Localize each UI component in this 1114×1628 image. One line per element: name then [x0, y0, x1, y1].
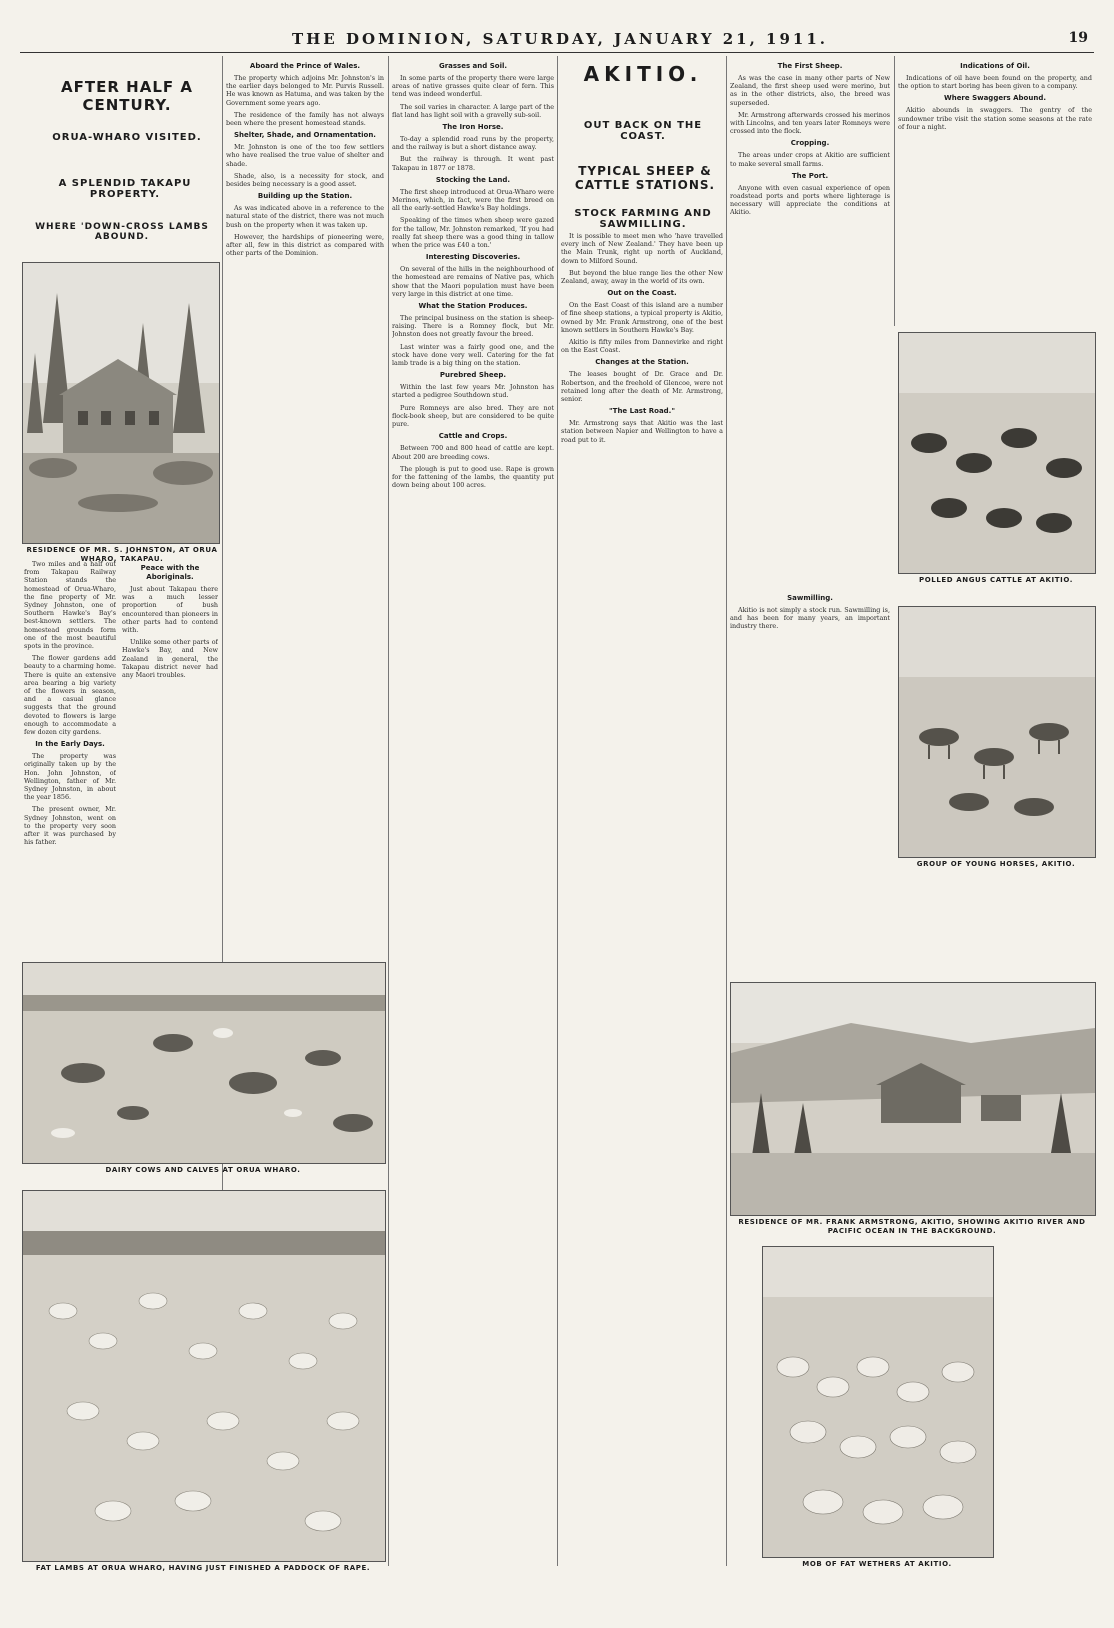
- section-heading: Aboard the Prince of Wales.: [249, 62, 361, 70]
- section-heading: Building up the Station.: [257, 192, 353, 201]
- paragraph: Unlike some other parts of Hawke's Bay, and New Zealand in general, the Takapau district never had any Maori troubles.: [122, 638, 218, 680]
- paragraph: The plough is put to good use. Rape is grown for the fattening of the lambs, the quantity put down being about 100 acres.: [392, 464, 554, 490]
- section-heading: What the Station Produces.: [418, 302, 528, 311]
- masthead: [0, 30, 1114, 50]
- paragraph: Shade, also, is a necessity for stock, and besides being necessary is a good asset.: [226, 171, 384, 189]
- paragraph: Mr. Armstrong afterwards crossed his merinos with Lincolns, and ten years later Romneys were crossed into the flock.: [730, 110, 890, 136]
- paragraph: On several of the hills in the neighbourhood of the homestead are remains of Native pas, which show that the Maori population must have been very large in this district at one time.: [392, 265, 554, 298]
- paragraph: Pure Romneys are also bred. They are not flock-book sheep, but are considered to be quite pure.: [392, 403, 554, 429]
- section-heading: Indications of Oil.: [960, 62, 1030, 70]
- paragraph: Between 700 and 800 head of cattle are kept. About 200 are breeding cows.: [392, 444, 554, 461]
- paragraph: The areas under crops at Akitio are sufficient to make several small farms.: [730, 151, 890, 168]
- paragraph: Anyone with even casual experience of open roadstead ports and ports where lighterage is necessary will appreciate the conditions at Akitio.: [730, 183, 890, 217]
- section-heading: Purebred Sheep.: [439, 371, 507, 380]
- paragraph: But beyond the blue range lies the other New Zealand, away, away in the world of its own.: [561, 268, 723, 286]
- wethers-caption: MOB OF FAT WETHERS AT AKITIO.: [802, 1560, 952, 1568]
- paragraph: The present owner, Mr. Sydney Johnston, went on to the property very soon after it was purchased by his father.: [24, 805, 116, 847]
- right-column-text-2: [730, 58, 890, 328]
- paragraph: Akitio abounds in swaggers. The gentry of the sundowner tribe visit the station some seasons at the rate of four a night.: [898, 106, 1092, 131]
- section-heading: Sawmilling.: [787, 594, 833, 602]
- right-subhead-2: TYPICAL SHEEP & CATTLE STATIONS.: [574, 164, 716, 192]
- right-subhead-3: STOCK FARMING AND SAWMILLING.: [574, 208, 712, 230]
- residence-caption: RESIDENCE OF MR. S. JOHNSTON, AT ORUA WHARO, TAKAPAU.: [26, 546, 218, 563]
- column-rule: [894, 56, 895, 326]
- section-heading: Interesting Discoveries.: [425, 253, 521, 262]
- paragraph: The flower gardens add beauty to a charming home. There is quite an extensive area bearing a big variety of the flowers in season, and a casual glance suggests that the ground devoted to flowers is large enough to accommodate a few dozen city gardens.: [24, 654, 116, 737]
- left-headline: AFTER HALF A CENTURY.: [61, 78, 193, 114]
- page-number: 19: [1068, 30, 1088, 46]
- cattle-caption: POLLED ANGUS CATTLE AT AKITIO.: [919, 576, 1073, 584]
- paragraph: As was indicated above in a reference to the natural state of the district, there was not much bush on the property when it was taken up.: [226, 204, 384, 229]
- dairy-photo: [22, 962, 386, 1164]
- paragraph: But the railway is through. It went past Takapau in 1877 or 1878.: [392, 155, 554, 172]
- paragraph: Within the last few years Mr. Johnston has started a pedigree Southdown stud.: [392, 383, 554, 400]
- paragraph: The leases bought of Dr. Grace and Dr. Robertson, and the freehold of Glencoe, were not retained long after the death of Mr. Armstrong, senior.: [561, 370, 723, 404]
- paragraph: The first sheep introduced at Orua-Wharo were Merinos, which, in fact, were the first breed on all the early-settled Hawke's Bay holdings.: [392, 187, 554, 213]
- masthead-title: THE DOMINION, SATURDAY, JANUARY 21, 1911.: [291, 30, 829, 48]
- section-heading: Out on the Coast.: [607, 289, 677, 298]
- paragraph: The property which adjoins Mr. Johnston's in the earlier days belonged to Mr. Purvis Russell. He was known as Hatuma, and was taken by the Government some years ago.: [226, 74, 384, 107]
- section-heading: Cropping.: [790, 139, 830, 148]
- section-heading: Changes at the Station.: [595, 358, 689, 367]
- paragraph: The property was originally taken up by the Hon. John Johnston, of Wellington, father of Mr. Sydney Johnston, in about the year 1856.: [24, 752, 116, 802]
- section-heading: The Port.: [791, 171, 829, 180]
- wethers-photo: [762, 1246, 994, 1558]
- section-heading: The Iron Horse.: [442, 123, 504, 132]
- paragraph: Indications of oil have been found on the property, and the option to start boring has been given to a company.: [898, 74, 1092, 91]
- paragraph: On the East Coast of this island are a number of fine sheep stations, a typical property is Akitio, owned by Mr. Frank Armstrong, one of the best known settlers in Southern Hawke's Bay.: [561, 301, 723, 334]
- paragraph: In some parts of the property there were large areas of native grasses quite clear of fern. This tend was indeed wonderful.: [392, 74, 554, 99]
- left-subhead-2: A SPLENDID TAKAPU PROPERTY.: [58, 178, 192, 200]
- section-heading: "The Last Road.": [609, 407, 675, 416]
- column-rule: [557, 56, 558, 1566]
- left-subhead-1: ORUA-WHARO VISITED.: [52, 132, 202, 143]
- right-column-text-1: [561, 232, 723, 1562]
- column-rule: [726, 56, 727, 1566]
- section-heading: Cattle and Crops.: [438, 432, 508, 441]
- paragraph: The residence of the family has not always been where the present homestead stands.: [226, 110, 384, 128]
- paragraph: Two miles and a half out from Takapau Railway Station stands the homestead of Orua-Wharo, the fine property of Mr. Sydney Johnston, one of Southern Hawke's Bay's best-known settlers. The homestead grounds form one of the most beautiful spots in the province.: [24, 560, 116, 651]
- paragraph: As was the case in many other parts of New Zealand, the first sheep used were merino, but as in the other districts, also, the breed was superseded.: [730, 74, 890, 107]
- paragraph: The principal business on the station is sheep-raising. There is a Romney flock, but Mr. Johnston does not greatly favour the breed.: [392, 314, 554, 339]
- residence-photo: [22, 262, 220, 544]
- section-heading: Shelter, Shade, and Ornamentation.: [234, 131, 376, 140]
- paragraph: The soil varies in character. A large part of the flat land has light soil with a gravelly sub-soil.: [392, 102, 554, 119]
- left-column-text-1: [24, 560, 116, 940]
- paragraph: It is possible to meet men who 'have travelled every inch of New Zealand.' They have been up the Main Trunk, right up north of Auckland, down to Milford Sound.: [561, 232, 723, 265]
- section-heading: Stocking the Land.: [435, 175, 511, 184]
- section-heading: Where Swaggers Abound.: [943, 94, 1047, 103]
- paragraph: Just about Takapau there was a much lesser proportion of bush encountered than pioneers in other parts had to contend with.: [122, 585, 218, 635]
- cattle-photo: [898, 332, 1096, 574]
- right-column-text-4: [730, 590, 890, 970]
- column-rule: [388, 56, 389, 1566]
- section-heading: Peace with the Aboriginals.: [140, 564, 200, 581]
- left-column-text-2: [122, 560, 218, 940]
- horses-caption: GROUP OF YOUNG HORSES, AKITIO.: [916, 860, 1076, 868]
- horses-photo: [898, 606, 1096, 858]
- left-subhead-3: WHERE 'DOWN-CROSS LAMBS ABOUND.: [35, 222, 209, 242]
- right-column-text-3: [898, 58, 1092, 328]
- armstrong-residence-photo: [730, 982, 1096, 1216]
- paragraph: Mr. Armstrong says that Akitio was the last station between Napier and Wellington to have a road put to it.: [561, 419, 723, 444]
- left-column-text-3: [226, 58, 384, 938]
- right-subhead-1: OUT BACK ON THE COAST.: [583, 120, 703, 142]
- dairy-caption: DAIRY COWS AND CALVES AT ORUA WHARO.: [105, 1166, 301, 1174]
- left-column-text-4: [392, 58, 554, 1558]
- paragraph: Akitio is fifty miles from Dannevirke and right on the East Coast.: [561, 338, 723, 355]
- lambs-photo: [22, 1190, 386, 1562]
- right-headline: AKITIO.: [583, 62, 703, 86]
- section-heading: The First Sheep.: [777, 62, 843, 70]
- paragraph: Mr. Johnston is one of the too few settlers who have realised the true value of shelter and shade.: [226, 143, 384, 168]
- paragraph: Speaking of the times when sheep were gazed for the tallow, Mr. Johnston remarked, 'If you had really fat sheep there was a good thing in tallow when the price was £40 a ton.': [392, 216, 554, 250]
- lambs-caption: FAT LAMBS AT ORUA WHARO, HAVING JUST FINISHED A PADDOCK OF RAPE.: [35, 1564, 371, 1572]
- section-heading: Grasses and Soil.: [438, 62, 508, 70]
- paragraph: To-day a splendid road runs by the property, and the railway is but a short distance away.: [392, 135, 554, 152]
- armstrong-residence-caption: RESIDENCE OF MR. FRANK ARMSTRONG, AKITIO, SHOWING AKITIO RIVER AND PACIFIC OCEAN IN THE BACKGROUND.: [738, 1218, 1086, 1235]
- masthead-rule: [20, 52, 1094, 53]
- paragraph: Akitio is not simply a stock run. Sawmilling is, and has been for many years, an important industry there.: [730, 606, 890, 631]
- section-heading: In the Early Days.: [35, 740, 105, 749]
- paragraph: Last winter was a fairly good one, and the stock have done very well. Catering for the fat lamb trade is a big thing on the station.: [392, 342, 554, 368]
- paragraph: However, the hardships of pioneering were, after all, few in this district as compared with other parts of the Dominion.: [226, 232, 384, 258]
